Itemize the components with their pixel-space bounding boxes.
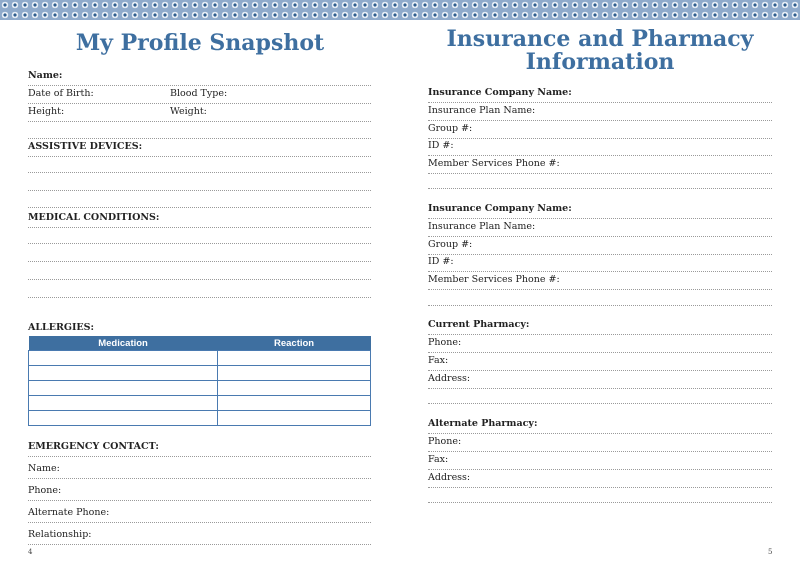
ec-name-label: Name:: [28, 463, 60, 474]
insurance2-company-label: Insurance Company Name:: [428, 203, 572, 214]
left-page-title: My Profile Snapshot: [75, 30, 325, 56]
current-pharmacy-phone-label: Phone:: [428, 337, 462, 348]
ec-relationship-label: Relationship:: [28, 529, 92, 540]
pattern-header-band: [0, 0, 800, 20]
insurance2-id-label: ID #:: [428, 256, 454, 267]
right-title-line-2: Information: [525, 49, 675, 76]
medical-conditions-field[interactable]: [28, 210, 371, 228]
insurance2-group-label: Group #:: [428, 239, 473, 250]
medical-conditions-label: MEDICAL CONDITIONS:: [28, 212, 160, 223]
reaction-header: Reaction: [218, 336, 371, 351]
allergy-table: [28, 336, 371, 426]
reaction-cell[interactable]: [218, 411, 371, 426]
ec-phone-field[interactable]: [28, 483, 371, 501]
current-pharmacy-fax-field[interactable]: [428, 353, 772, 371]
conditions-line-2[interactable]: [28, 261, 371, 262]
blood-type-label: Blood Type:: [170, 88, 228, 99]
assistive-line-3[interactable]: [28, 207, 371, 208]
insurance2-group-field[interactable]: [428, 237, 772, 255]
insurance1-id-field[interactable]: [428, 138, 772, 156]
table-row: [29, 366, 371, 381]
alternate-pharmacy-address-field[interactable]: [428, 470, 772, 488]
insurance2-extra-line[interactable]: [428, 305, 772, 306]
name-field[interactable]: [28, 68, 371, 86]
page-number-right: 5: [768, 548, 773, 556]
insurance2-id-field[interactable]: [428, 254, 772, 272]
alternate-pharmacy-address-line[interactable]: [428, 502, 772, 503]
conditions-line-4[interactable]: [28, 297, 371, 298]
reaction-cell[interactable]: [218, 381, 371, 396]
medication-cell[interactable]: [29, 366, 218, 381]
insurance2-company-field[interactable]: [428, 201, 772, 219]
medication-cell[interactable]: [29, 381, 218, 396]
medication-header: Medication: [29, 336, 218, 351]
insurance2-member-phone-label: Member Services Phone #:: [428, 274, 560, 285]
emergency-contact-label: EMERGENCY CONTACT:: [28, 441, 159, 452]
assistive-line-2[interactable]: [28, 190, 371, 191]
conditions-line-3[interactable]: [28, 279, 371, 280]
ec-name-field[interactable]: [28, 461, 371, 479]
insurance1-id-label: ID #:: [428, 140, 454, 151]
ec-alt-phone-field[interactable]: [28, 505, 371, 523]
insurance1-plan-field[interactable]: [428, 103, 772, 121]
table-row: [29, 411, 371, 426]
table-row: [29, 396, 371, 411]
alternate-pharmacy-label: Alternate Pharmacy:: [428, 418, 538, 429]
reaction-cell[interactable]: [218, 351, 371, 366]
alternate-pharmacy-phone-label: Phone:: [428, 436, 462, 447]
insurance1-company-field[interactable]: [428, 85, 772, 103]
current-pharmacy-address-label: Address:: [428, 373, 471, 384]
current-pharmacy-phone-field[interactable]: [428, 335, 772, 353]
ec-alt-phone-label: Alternate Phone:: [28, 507, 110, 518]
medication-cell[interactable]: [29, 396, 218, 411]
right-title-line-1: Insurance and Pharmacy: [446, 26, 754, 52]
current-pharmacy-field[interactable]: [428, 317, 772, 335]
alternate-pharmacy-phone-field[interactable]: [428, 434, 772, 452]
height-label: Height:: [28, 106, 65, 117]
alternate-pharmacy-field[interactable]: [428, 416, 772, 434]
table-row: [29, 351, 371, 366]
assistive-devices-field[interactable]: [28, 139, 371, 157]
insurance1-plan-label: Insurance Plan Name:: [428, 105, 536, 116]
insurance1-member-phone-label: Member Services Phone #:: [428, 158, 560, 169]
weight-label: Weight:: [170, 106, 207, 117]
insurance1-group-field[interactable]: [428, 121, 772, 139]
page-number-left: 4: [28, 548, 33, 556]
ec-phone-label: Phone:: [28, 485, 62, 496]
current-pharmacy-label: Current Pharmacy:: [428, 319, 530, 330]
alternate-pharmacy-fax-field[interactable]: [428, 452, 772, 470]
reaction-cell[interactable]: [218, 366, 371, 381]
current-pharmacy-address-line[interactable]: [428, 403, 772, 404]
medication-cell[interactable]: [29, 411, 218, 426]
medication-cell[interactable]: [29, 351, 218, 366]
reaction-cell[interactable]: [218, 396, 371, 411]
right-page-title: [428, 28, 772, 74]
assistive-devices-label: ASSISTIVE DEVICES:: [28, 141, 143, 152]
current-pharmacy-fax-label: Fax:: [428, 355, 449, 366]
insurance1-company-label: Insurance Company Name:: [428, 87, 572, 98]
name-label: Name:: [28, 70, 63, 81]
dob-blood-row[interactable]: [28, 86, 371, 104]
dob-label: Date of Birth:: [28, 88, 94, 99]
insurance1-group-label: Group #:: [428, 123, 473, 134]
table-row: [29, 381, 371, 396]
insurance1-member-phone-field[interactable]: [428, 156, 772, 174]
current-pharmacy-address-field[interactable]: [428, 371, 772, 389]
insurance1-extra-line[interactable]: [428, 188, 772, 189]
alternate-pharmacy-fax-label: Fax:: [428, 454, 449, 465]
ec-relationship-field[interactable]: [28, 527, 371, 545]
assistive-line-1[interactable]: [28, 172, 371, 173]
allergies-label: ALLERGIES:: [28, 322, 95, 333]
emergency-contact-field[interactable]: [28, 439, 371, 457]
height-weight-row[interactable]: [28, 104, 371, 122]
conditions-line-1[interactable]: [28, 243, 371, 244]
insurance2-plan-label: Insurance Plan Name:: [428, 221, 536, 232]
insurance2-member-phone-field[interactable]: [428, 272, 772, 290]
insurance2-plan-field[interactable]: [428, 219, 772, 237]
alternate-pharmacy-address-label: Address:: [428, 472, 471, 483]
